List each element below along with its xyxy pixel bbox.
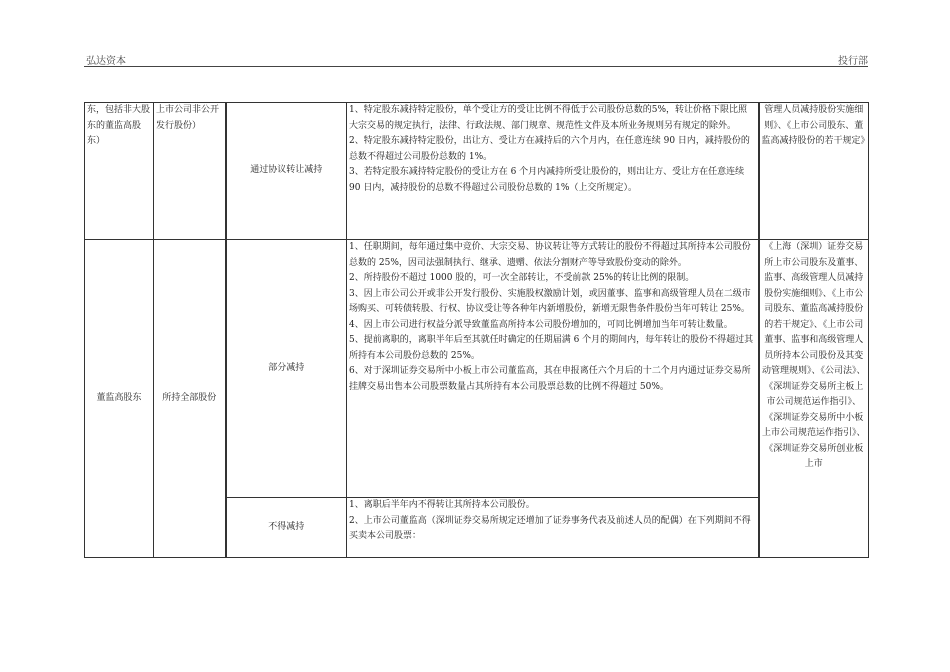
rule-item: 1、特定股东减持特定股份，单个受让方的受让比例不得低于公司股份总数的5%，转让价格下限比照大宗交易的规定执行，法律、行政法规、部门规章、规范性文件及本所业务规则另有规定的除外。: [349, 105, 748, 131]
subject-cell: 董监高股东: [85, 240, 154, 558]
table-row: [85, 103, 869, 240]
rule-item: 1、任职期间，每年通过集中竞价、大宗交易、协议转让等方式转让的股份不得超过其所持本公司股份总数的 25%，因司法强制执行、继承、遗赠、依法分割财产等导致股份变动的除外。: [349, 242, 751, 268]
method-cell: 不得减持: [226, 498, 347, 558]
header-department: 投行部: [838, 56, 868, 67]
header-company: 弘达资本: [86, 56, 126, 67]
rule-item: 2、所持股份不超过 1000 股的，可一次全部转让，不受前款 25%的转让比例的限制。: [349, 273, 695, 283]
rule-item: 3、若特定股东减持特定股份的受让方在 6 个月内减持所受让股份的，则出让方、受让方在任意连续 90 日内，减持股份的总数不得超过公司股份总数的 1%（上交所规定）。: [349, 167, 745, 193]
table-row: [85, 240, 869, 498]
rule-item: 4、因上市公司进行权益分派导致董监高所持本公司股份增加的，可同比例增加当年可转让数量。: [349, 319, 733, 330]
method-cell: 通过协议转让减持: [226, 103, 347, 240]
header-rule: [84, 66, 868, 67]
rules-cell: [347, 240, 759, 498]
rule-item: 2、上市公司董监高（深圳证券交易所规定还增加了证券事务代表及前述人员的配偶）在下列期间不得买卖本公司股票：: [349, 515, 751, 541]
rule-item: 3、因上市公司公开或非公开发行股份、实施股权激励计划，或因董事、监事和高级管理人员在二级市场购买、可转债转股、行权、协议受让等各种年内新增股份，新增无限售条件股份当年可转让 25%。: [349, 288, 751, 314]
rule-item: 5、提前离职的，离职半年后至其就任时确定的任期届满 6 个月的期间内，每年转让的股份不得超过其所持有本公司股份总数的 25%。: [349, 335, 754, 361]
rule-item: 2、特定股东减持特定股份，出让方、受让方在减持后的六个月内，在任意连续 90 日内，减持股份的总数不得超过公司股份总数的 1%。: [349, 136, 750, 162]
law-reference-cell: 管理人员减持股份实施细则》、《上市公司股东、董监高减持股份的若干规定》: [759, 103, 869, 240]
subject-cell: 东，包括非大股东的董监高股东）: [85, 103, 154, 240]
rules-cell: [347, 103, 759, 240]
method-cell: 部分减持: [226, 240, 347, 498]
law-reference-cell: 《上海（深圳）证券交易所上市公司股东及董事、监事、高级管理人员减持股份实施细则》、《上市公司股东、董监高减持股份的若干规定》、《上市公司董事、监事和高级管理人员所持本公司股份及其变动管理规则》、《公司法》、《深圳证券交易所主板上市公司规范运作指引》、《深圳证券交易所中小板上市公司规范运作指引》、《深圳证券交易所创业板上市: [759, 240, 869, 558]
share-source-cell: 上市公司非公开发行股份）: [154, 103, 226, 240]
rule-item: 1、离职后半年内不得转让其所持本公司股份。: [349, 500, 535, 510]
rule-item: 6、对于深圳证券交易所中小板上市公司董监高，其在申报离任六个月后的十二个月内通过证券交易所挂牌交易出售本公司股票数量占其所持有本公司股票总数的比例不得超过 50%。: [349, 366, 751, 392]
rules-cell: [347, 498, 759, 558]
share-source-cell: 所持全部股份: [154, 240, 226, 558]
share-reduction-rules-table: [84, 102, 869, 558]
